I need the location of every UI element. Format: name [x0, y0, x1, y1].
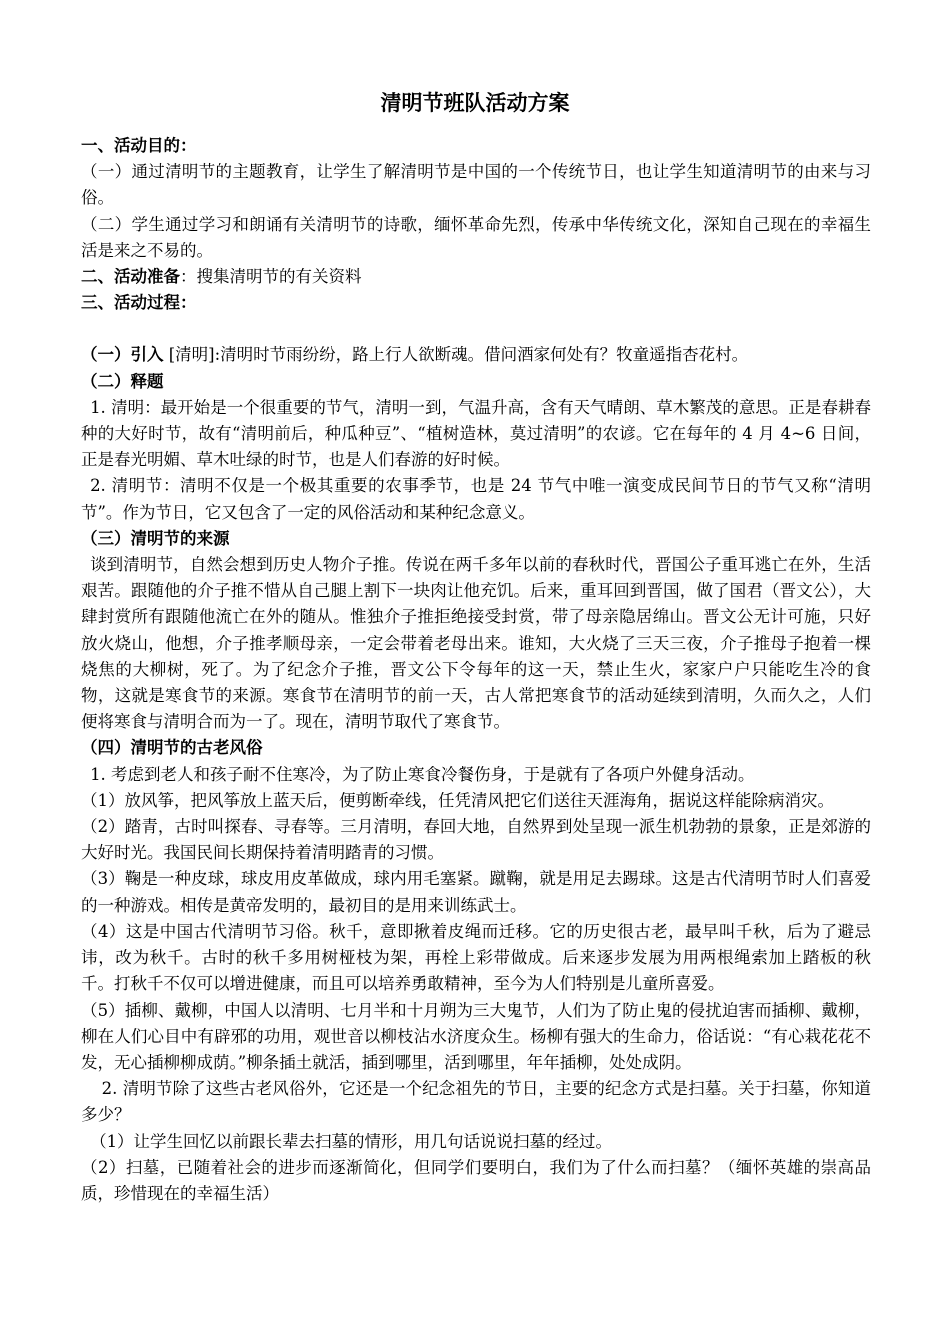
prep-line: [81, 264, 871, 290]
prep-text: ：搜集清明节的有关资料: [180, 267, 362, 287]
document-body: [81, 133, 871, 1207]
intro-label: （一）引入: [81, 345, 164, 365]
purpose-heading: 一、活动目的：: [81, 136, 197, 155]
explain-paragraph-1: 1. 清明：最开始是一个很重要的节气，清明一到，气温升高，含有天气晴朗、草木繁茂的意思。正是春耕春种的大好时节，故有“清明前后，种瓜种豆”、“植树造林，莫过清明”的农谚。它在每年的 4 月 4~6 日间，正是春光明媚、草木吐绿的时节，也是人们春游的好时候。: [81, 397, 871, 470]
question-1: （1）让学生回忆以前跟长辈去扫墓的情形，用几句话说说扫墓的经过。: [90, 1131, 613, 1151]
intro-text: [清明]:清明时节雨纷纷，路上行人欲断魂。借问酒家何处有？牧童遥指杏花村。: [163, 345, 749, 365]
custom-willow: （5）插柳、戴柳，中国人以清明、七月半和十月朔为三大鬼节，人们为了防止鬼的侵扰迫害而插柳、戴柳，柳在人们心目中有辟邪的功用，观世音以柳枝沾水济度众生。杨柳有强大的生命力，俗话说：“有心栽花花不发，无心插柳柳成荫。”柳条插土就活，插到哪里，活到哪里，年年插柳，处处成阴。: [81, 1000, 871, 1072]
process-heading: 三、活动过程：: [81, 293, 197, 313]
origin-heading: （三）清明节的来源: [81, 528, 230, 548]
explain-heading: （二）释题: [81, 371, 164, 391]
intro-line: [81, 342, 871, 368]
customs-paragraph-1: 1. 考虑到老人和孩子耐不住寒冷，为了防止寒食冷餐伤身，于是就有了各项户外健身活动。: [90, 764, 755, 784]
blank-line: [81, 316, 871, 342]
purpose-item-2: （二）学生通过学习和朗诵有关清明节的诗歌，缅怀革命先烈，传承中华传统文化，深知自己现在的幸福生活是来之不易的。: [81, 214, 871, 260]
customs-heading: （四）清明节的古老风俗: [81, 738, 263, 758]
customs-paragraph-2: 2. 清明节除了这些古老风俗外，它还是一个纪念祖先的节日，主要的纪念方式是扫墓。关于扫墓，你知道多少？: [81, 1079, 871, 1125]
custom-cuju: （3）鞠是一种皮球，球皮用皮革做成，球内用毛塞紧。蹴鞠，就是用足去踢球。这是古代清明节时人们喜爱的一种游戏。相传是黄帝发明的，最初目的是用来训练武士。: [81, 869, 871, 915]
prep-heading: 二、活动准备: [81, 267, 180, 287]
explain-paragraph-2: 2. 清明节：清明不仅是一个极其重要的农事季节，也是 24 节气中唯一演变成民间节日的节气又称“清明节”。作为节日，它又包含了一定的风俗活动和某种纪念意义。: [81, 476, 871, 522]
purpose-item-1: （一）通过清明节的主题教育，让学生了解清明节是中国的一个传统节日，也让学生知道清明节的由来与习俗。: [81, 162, 871, 208]
custom-swing: （4）这是中国古代清明节习俗。秋千，意即揪着皮绳而迁移。它的历史很古老，最早叫千秋，后为了避忌讳，改为秋千。古时的秋千多用树桠枝为架，再栓上彩带做成。后来逐步发展为用两根绳索加上踏板的秋千。打秋千不仅可以增进健康，而且可以培养勇敢精神，至今为人们特别是儿童所喜爱。: [81, 921, 871, 994]
custom-outing: （2）踏青，古时叫探春、寻春等。三月清明，春回大地，自然界到处呈现一派生机勃勃的景象，正是郊游的大好时光。我国民间长期保持着清明踏青的习惯。: [81, 817, 871, 863]
question-2: （2）扫墓，已随着社会的进步而逐渐简化，但同学们要明白，我们为了什么而扫墓？（缅怀英雄的崇高品质，珍惜现在的幸福生活）: [81, 1157, 871, 1203]
origin-paragraph: 谈到清明节，自然会想到历史人物介子推。传说在两千多年以前的春秋时代，晋国公子重耳逃亡在外，生活艰苦。跟随他的介子推不惜从自己腿上割下一块肉让他充饥。后来，重耳回到晋国，做了国君（晋文公），大肆封赏所有跟随他流亡在外的随从。惟独介子推拒绝接受封赏，带了母亲隐居绵山。晋文公无计可施，只好放火烧山，他想，介子推孝顺母亲，一定会带着老母出来。谁知，大火烧了三天三夜，介子推母子抱着一棵烧焦的大柳树，死了。为了纪念介子推，晋文公下令每年的这一天，禁止生火，家家户户只能吃生冷的食物，这就是寒食节的来源。寒食节在清明节的前一天，古人常把寒食节的活动延续到清明，久而久之，人们便将寒食与清明合而为一了。现在，清明节取代了寒食节。: [81, 555, 871, 732]
document-title: 清明节班队活动方案: [380, 90, 570, 115]
custom-kite: （1）放风筝，把风筝放上蓝天后，便剪断牵线，任凭清风把它们送往天涯海角，据说这样能除病消灾。: [81, 790, 834, 810]
